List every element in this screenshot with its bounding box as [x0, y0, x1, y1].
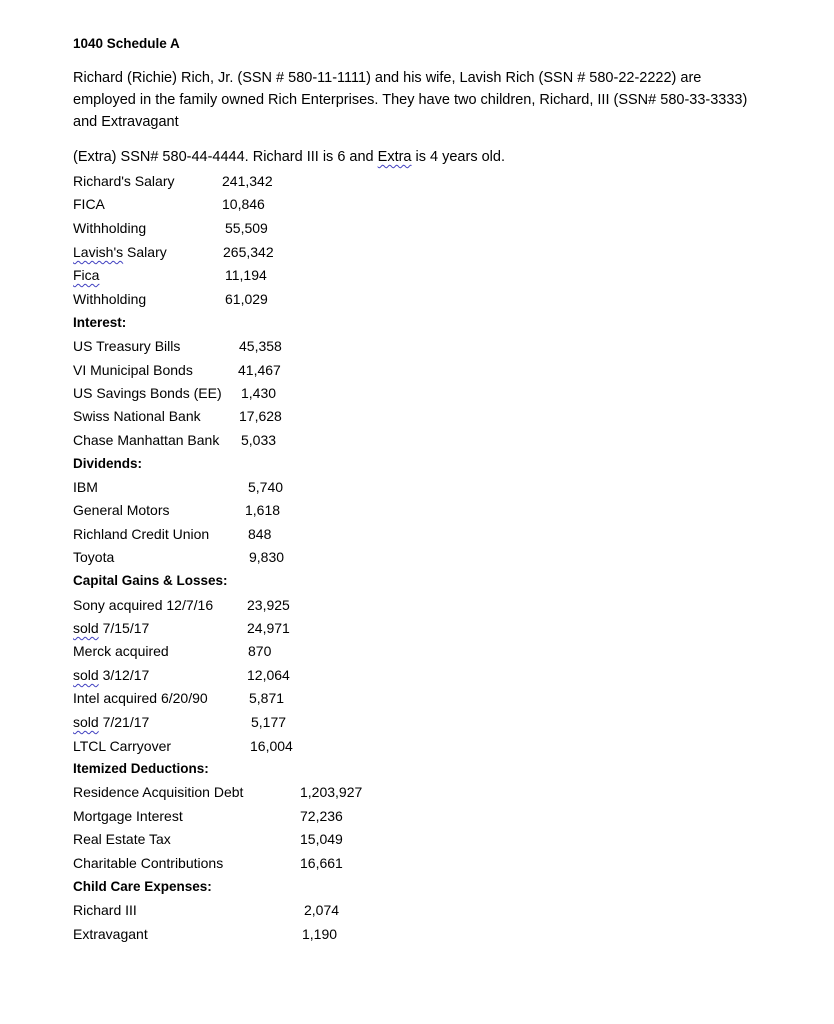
- income-label: [73, 243, 167, 261]
- child-care-label: Richard III: [73, 902, 137, 918]
- intro-line-2: employed in the family owned Rich Enterprises. They have two children, Richard, III (SSN# 580-33-3333): [73, 92, 748, 108]
- section-heading-capital-gains: Capital Gains & Losses:: [73, 573, 228, 588]
- capital-gain-label: Intel acquired 6/20/90: [73, 690, 208, 706]
- interest-value: 17,628: [239, 408, 282, 424]
- income-value: 10,846: [222, 196, 265, 212]
- dividend-value: 1,618: [245, 502, 281, 518]
- interest-label: US Savings Bonds (EE): [73, 385, 222, 401]
- deduction-value: 72,236: [300, 808, 343, 824]
- intro-line-1: Richard (Richie) Rich, Jr. (SSN # 580-11-1111) and his wife, Lavish Rich (SSN # 580-22-2222) are: [73, 70, 702, 86]
- deduction-label: Residence Acquisition Debt: [73, 784, 244, 800]
- section-heading-dividends: Dividends:: [73, 456, 143, 471]
- intro-line-4: [73, 146, 505, 168]
- income-label: Richard's Salary: [73, 173, 175, 189]
- dividend-label: General Motors: [73, 502, 170, 518]
- income-value: 265,342: [223, 244, 274, 260]
- section-heading-itemized-deductions: Itemized Deductions:: [73, 761, 209, 776]
- capital-gain-value: 870: [248, 643, 272, 659]
- interest-value: 5,033: [241, 432, 277, 448]
- capital-gain-label: LTCL Carryover: [73, 738, 172, 754]
- dividend-value: 9,830: [249, 549, 285, 565]
- intro-line-4-end: is 4 years old.: [411, 149, 505, 165]
- income-value: 61,029: [225, 291, 268, 307]
- dividend-label: Toyota: [73, 549, 115, 565]
- capital-gain-label: [73, 713, 149, 731]
- deduction-label: Mortgage Interest: [73, 808, 183, 824]
- capital-gain-label-rest: 7/21/17: [98, 714, 150, 730]
- intro-line-3: and Extravagant: [73, 114, 179, 130]
- capital-gain-label-rest: 3/12/17: [98, 667, 150, 683]
- deduction-label: Charitable Contributions: [73, 855, 224, 871]
- section-heading-interest: Interest:: [73, 315, 127, 330]
- capital-gain-value: 24,971: [247, 620, 290, 636]
- capital-gain-label-rest: 7/15/17: [98, 620, 150, 636]
- deduction-value: 15,049: [300, 831, 343, 847]
- income-value: 11,194: [225, 267, 267, 283]
- income-label: Withholding: [73, 291, 147, 307]
- capital-gain-label: [73, 619, 149, 637]
- child-care-value: 1,190: [302, 926, 338, 942]
- spellcheck-word: Lavish's: [73, 244, 124, 260]
- child-care-label: Extravagant: [73, 926, 148, 942]
- dividend-label: IBM: [73, 479, 98, 495]
- spellcheck-word: Fica: [73, 267, 100, 283]
- spellcheck-word: sold: [73, 714, 99, 730]
- intro-line-4-start: (Extra) SSN# 580-44-4444. Richard III is 6 and: [73, 149, 378, 165]
- interest-value: 1,430: [241, 385, 277, 401]
- deduction-label: Real Estate Tax: [73, 831, 171, 847]
- dividend-value: 5,740: [248, 479, 284, 495]
- capital-gain-value: 5,177: [251, 714, 287, 730]
- spellcheck-word: sold: [73, 620, 99, 636]
- interest-label: US Treasury Bills: [73, 338, 181, 354]
- child-care-value: 2,074: [304, 902, 340, 918]
- income-label-rest: Salary: [123, 244, 167, 260]
- dividend-label: Richland Credit Union: [73, 526, 210, 542]
- capital-gain-value: 23,925: [247, 597, 290, 613]
- capital-gain-value: 12,064: [247, 667, 290, 683]
- interest-value: 45,358: [239, 338, 282, 354]
- income-label: [73, 266, 99, 284]
- capital-gain-label: Merck acquired: [73, 643, 169, 659]
- interest-value: 41,467: [238, 362, 281, 378]
- income-value: 55,509: [225, 220, 268, 236]
- deduction-value: 1,203,927: [300, 784, 363, 800]
- interest-label: Swiss National Bank: [73, 408, 201, 424]
- interest-label: Chase Manhattan Bank: [73, 432, 220, 448]
- capital-gain-value: 5,871: [249, 690, 285, 706]
- deduction-value: 16,661: [300, 855, 343, 871]
- spellcheck-word: sold: [73, 667, 99, 683]
- income-value: 241,342: [222, 173, 273, 189]
- capital-gain-label: Sony acquired 12/7/16: [73, 597, 214, 613]
- document-title: 1040 Schedule A: [73, 36, 180, 51]
- interest-label: VI Municipal Bonds: [73, 362, 193, 378]
- capital-gain-value: 16,004: [250, 738, 293, 754]
- income-label: FICA: [73, 196, 105, 212]
- capital-gain-label: [73, 666, 149, 684]
- income-label: Withholding: [73, 220, 147, 236]
- section-heading-child-care: Child Care Expenses:: [73, 879, 212, 894]
- dividend-value: 848: [248, 526, 272, 542]
- spellcheck-word: Extra: [377, 149, 412, 165]
